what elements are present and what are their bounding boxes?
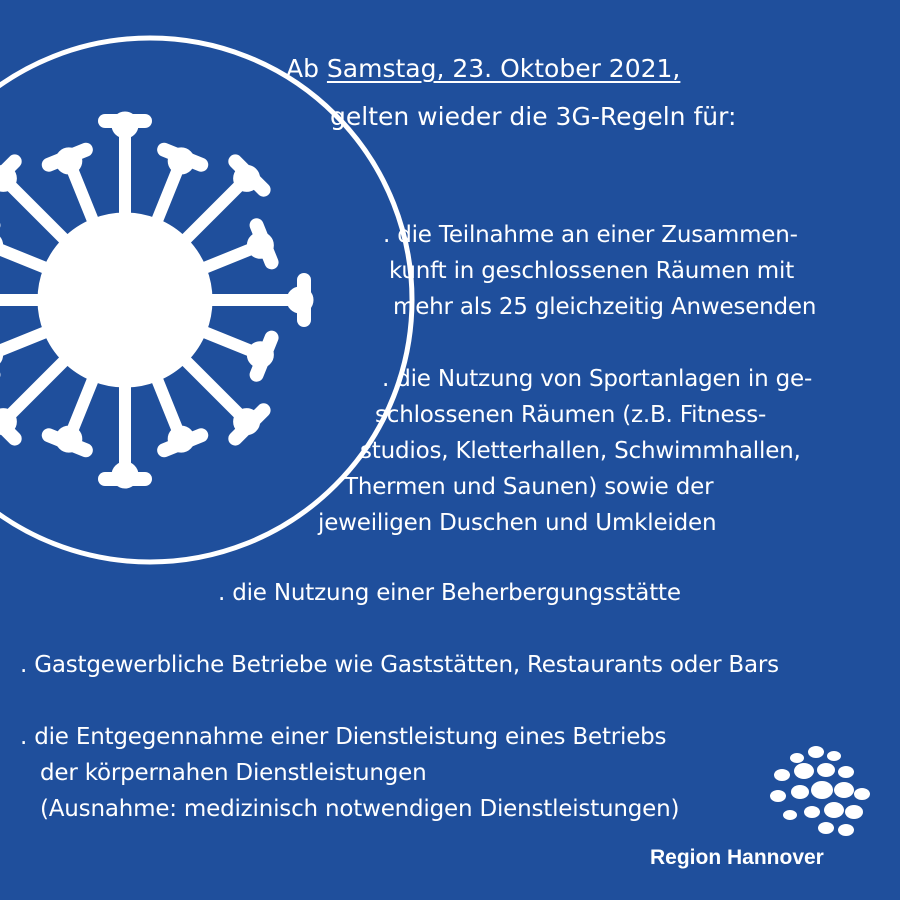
logo-dot: [845, 805, 863, 819]
logo-dot: [811, 781, 833, 799]
logo-dot: [817, 763, 835, 777]
logo-dot: [783, 810, 797, 820]
rule-1-line-2: kunft in geschlossenen Räumen mit: [389, 258, 795, 284]
region-hannover-logo-icon: [770, 746, 870, 836]
logo-dot: [808, 746, 824, 758]
logo-dot: [790, 753, 804, 763]
rule-1-line-3: mehr als 25 gleichzeitig Anwesenden: [393, 294, 817, 320]
headline-line-1: [286, 53, 680, 85]
logo-dot: [827, 751, 841, 761]
rule-5-line-2: der körpernahen Dienstleistungen: [40, 760, 427, 786]
rule-2-line-1: . die Nutzung von Sportanlagen in ge-: [382, 366, 813, 392]
rule-2-line-5: jeweiligen Duschen und Umkleiden: [318, 510, 717, 536]
logo-dot: [804, 806, 820, 818]
logo-dot: [791, 785, 809, 799]
logo-dot: [774, 769, 790, 781]
headline-date: Samstag, 23. Oktober 2021,: [326, 54, 681, 83]
virus-icon: [0, 112, 313, 488]
logo-dot: [794, 763, 814, 779]
rule-5-line-1: . die Entgegennahme einer Dienstleistung eines Betriebs: [20, 724, 667, 750]
rule-4-line-1: . Gastgewerbliche Betriebe wie Gaststätten, Restaurants oder Bars: [20, 652, 779, 678]
rule-2-line-4: Thermen und Saunen) sowie der: [344, 474, 714, 500]
logo-dot: [838, 824, 854, 836]
logo-dot: [824, 802, 844, 818]
logo-dot: [834, 782, 854, 798]
headline-prefix: Ab: [286, 54, 327, 83]
logo-dot: [854, 788, 870, 800]
logo-dot: [838, 766, 854, 778]
logo-text: Region Hannover: [650, 846, 824, 869]
rule-3-line-1: . die Nutzung einer Beherbergungsstätte: [218, 580, 681, 606]
rule-2-line-3: studios, Kletterhallen, Schwimmhallen,: [360, 438, 801, 464]
logo-dot: [818, 822, 834, 834]
headline-line-2: gelten wieder die 3G-Regeln für:: [330, 102, 737, 131]
rule-1-line-1: . die Teilnahme an einer Zusammen-: [383, 222, 798, 248]
rule-2-line-2: schlossenen Räumen (z.B. Fitness-: [375, 402, 767, 428]
logo-dot: [770, 790, 786, 802]
rule-5-line-3: (Ausnahme: medizinisch notwendigen Dienstleistungen): [40, 796, 680, 822]
